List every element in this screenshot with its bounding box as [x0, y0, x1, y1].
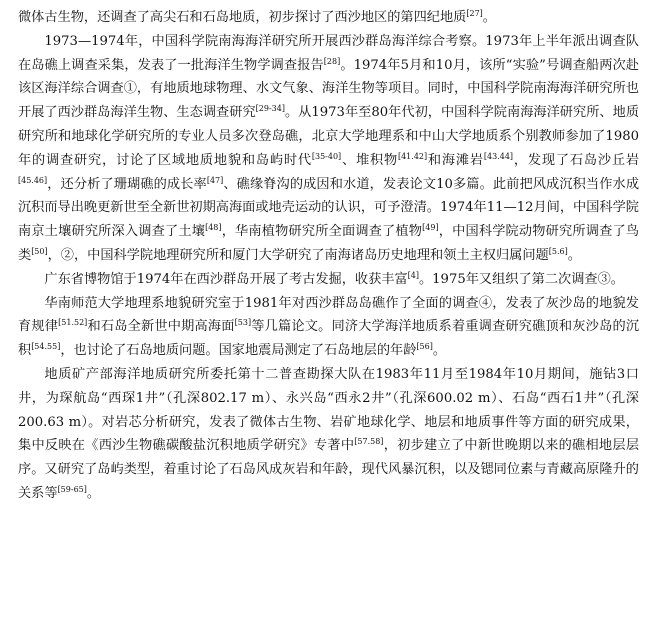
citation-ref: [45.46] — [18, 175, 48, 185]
citation-ref: [49] — [422, 223, 439, 233]
paragraph-0 — [18, 6, 639, 30]
text-run: 。1974年5月和10月，该所“实验”号调查船两次赴该区海洋综合调查①，有地质地球物理、水文气象、海洋生物等项目。同时，中国科学院南海海洋研究所也开展了西沙群岛海洋生物、生态调查研究 — [18, 57, 639, 121]
paragraph-4 — [18, 363, 639, 506]
text-run: 和石岛全新世中期高海面 — [87, 319, 235, 335]
text-run: ，初步建立了中新世晚期以来的礁相地层层序。又研究了岛屿类型，着重讨论了石岛风成灰岩和年龄，现代风暴沉积，以及锶同位素与青藏高原隆升的关系等 — [18, 438, 640, 501]
citation-ref: [54.55] — [31, 342, 61, 352]
citation-ref: [51.52] — [58, 318, 88, 328]
citation-ref: [4] — [407, 270, 419, 280]
text-run: ，中国科学院动物研究所调查了鸟类 — [18, 224, 640, 263]
text-run: 。1975年又组织了第二次调查③。 — [418, 271, 624, 287]
paragraph-2 — [18, 268, 639, 292]
text-run: ，发现了石岛沙丘岩 — [513, 152, 640, 168]
text-run: 广东省博物馆于1974年在西沙群岛开展了考古发掘，收获丰富 — [44, 271, 408, 287]
citation-ref: [29-34] — [255, 104, 285, 114]
citation-ref: [28] — [323, 56, 341, 66]
paragraph-1 — [18, 30, 639, 268]
text-run: ，也讨论了石岛地质问题。国家地震局测定了石岛地层的年龄 — [60, 343, 417, 359]
citation-ref: [43.44] — [483, 151, 514, 161]
text-run: 。 — [432, 343, 447, 359]
citation-ref: [41.42] — [397, 151, 428, 161]
citation-ref: [56] — [416, 342, 433, 352]
text-run: ，华南植物研究所全面调查了植物 — [221, 224, 423, 240]
text-run: 微体古生物，还调查了高尖石和石岛地质，初步探讨了西沙地区的第四纪地质 — [18, 10, 467, 25]
citation-ref: [53] — [234, 318, 252, 328]
text-run: 。 — [482, 10, 496, 25]
citation-ref: [50] — [31, 246, 48, 256]
citation-ref: [59-65] — [57, 484, 87, 494]
document-body — [18, 6, 639, 506]
citation-ref: [57.58] — [354, 437, 384, 447]
text-run: 华南师范大学地理系地貌研究室于1981年对西沙群岛岛礁作了全面的调查④，发表了灰沙岛的地貌发育规律 — [18, 295, 639, 335]
citation-ref: [27] — [466, 9, 483, 18]
text-run: ，②，中国科学院地理研究所和厦门大学研究了南海诸岛历史地理和领土主权归属问题 — [47, 247, 549, 263]
text-run: 和海滩岩 — [427, 152, 484, 168]
text-run: 、礁缘脊沟的成因和水道，发表论文10多篇。此前把风成沉积当作水成沉积而导出晚更新世至全新世初期高海面或地壳运动的认识，可予澄清。1974年11—12月间，中国科学院南京土壤研究所深入调查了土壤 — [18, 176, 640, 240]
text-run: ，还分析了珊瑚礁的成长率 — [47, 176, 207, 192]
text-run: 地质矿产部海洋地质研究所委托第十二普查勘探大队在1983年11月至1984年10月期间，施钻3口井，为琛航岛“西琛1井”（孔深802.17 m）、永兴岛“西永2井”（孔深600.02 m）、石岛“西石1井”（孔深200.63 m）。对岩芯分析研究，发表了微体古生物、岩矿地球化学、地层和地质事件等方面的研究成果，集中反映在《西沙生物礁碳酸盐沉积地质学研究》专著中 — [18, 366, 639, 454]
text-run: 等几篇论文。同济大学海洋地质系着重调查研究礁顶和灰沙岛的沉积 — [18, 319, 640, 359]
citation-ref: [47] — [206, 175, 224, 185]
text-run: 。 — [86, 485, 101, 501]
text-run: 1973—1974年，中国科学院南海海洋研究所开展西沙群岛海洋综合考察。1973年上半年派出调查队在岛礁上调查采集，发表了一批海洋生物学调查报告 — [18, 33, 639, 73]
citation-ref: [35-40] — [311, 151, 342, 161]
text-run: 。从1973年至80年代初，中国科学院南海海洋研究所、地质研究所和地球化学研究所的专业人员多次登岛礁，北京大学地理系和中山大学地质系个别教师参加了1980年的调查研究，讨论了区域地质地貌和岛屿时代 — [18, 105, 640, 168]
text-run: 。 — [567, 247, 581, 263]
text-run: 、堆积物 — [341, 152, 398, 168]
paragraph-3 — [18, 292, 639, 363]
citation-ref: [48] — [205, 223, 222, 233]
citation-ref: [5.6] — [548, 246, 568, 256]
